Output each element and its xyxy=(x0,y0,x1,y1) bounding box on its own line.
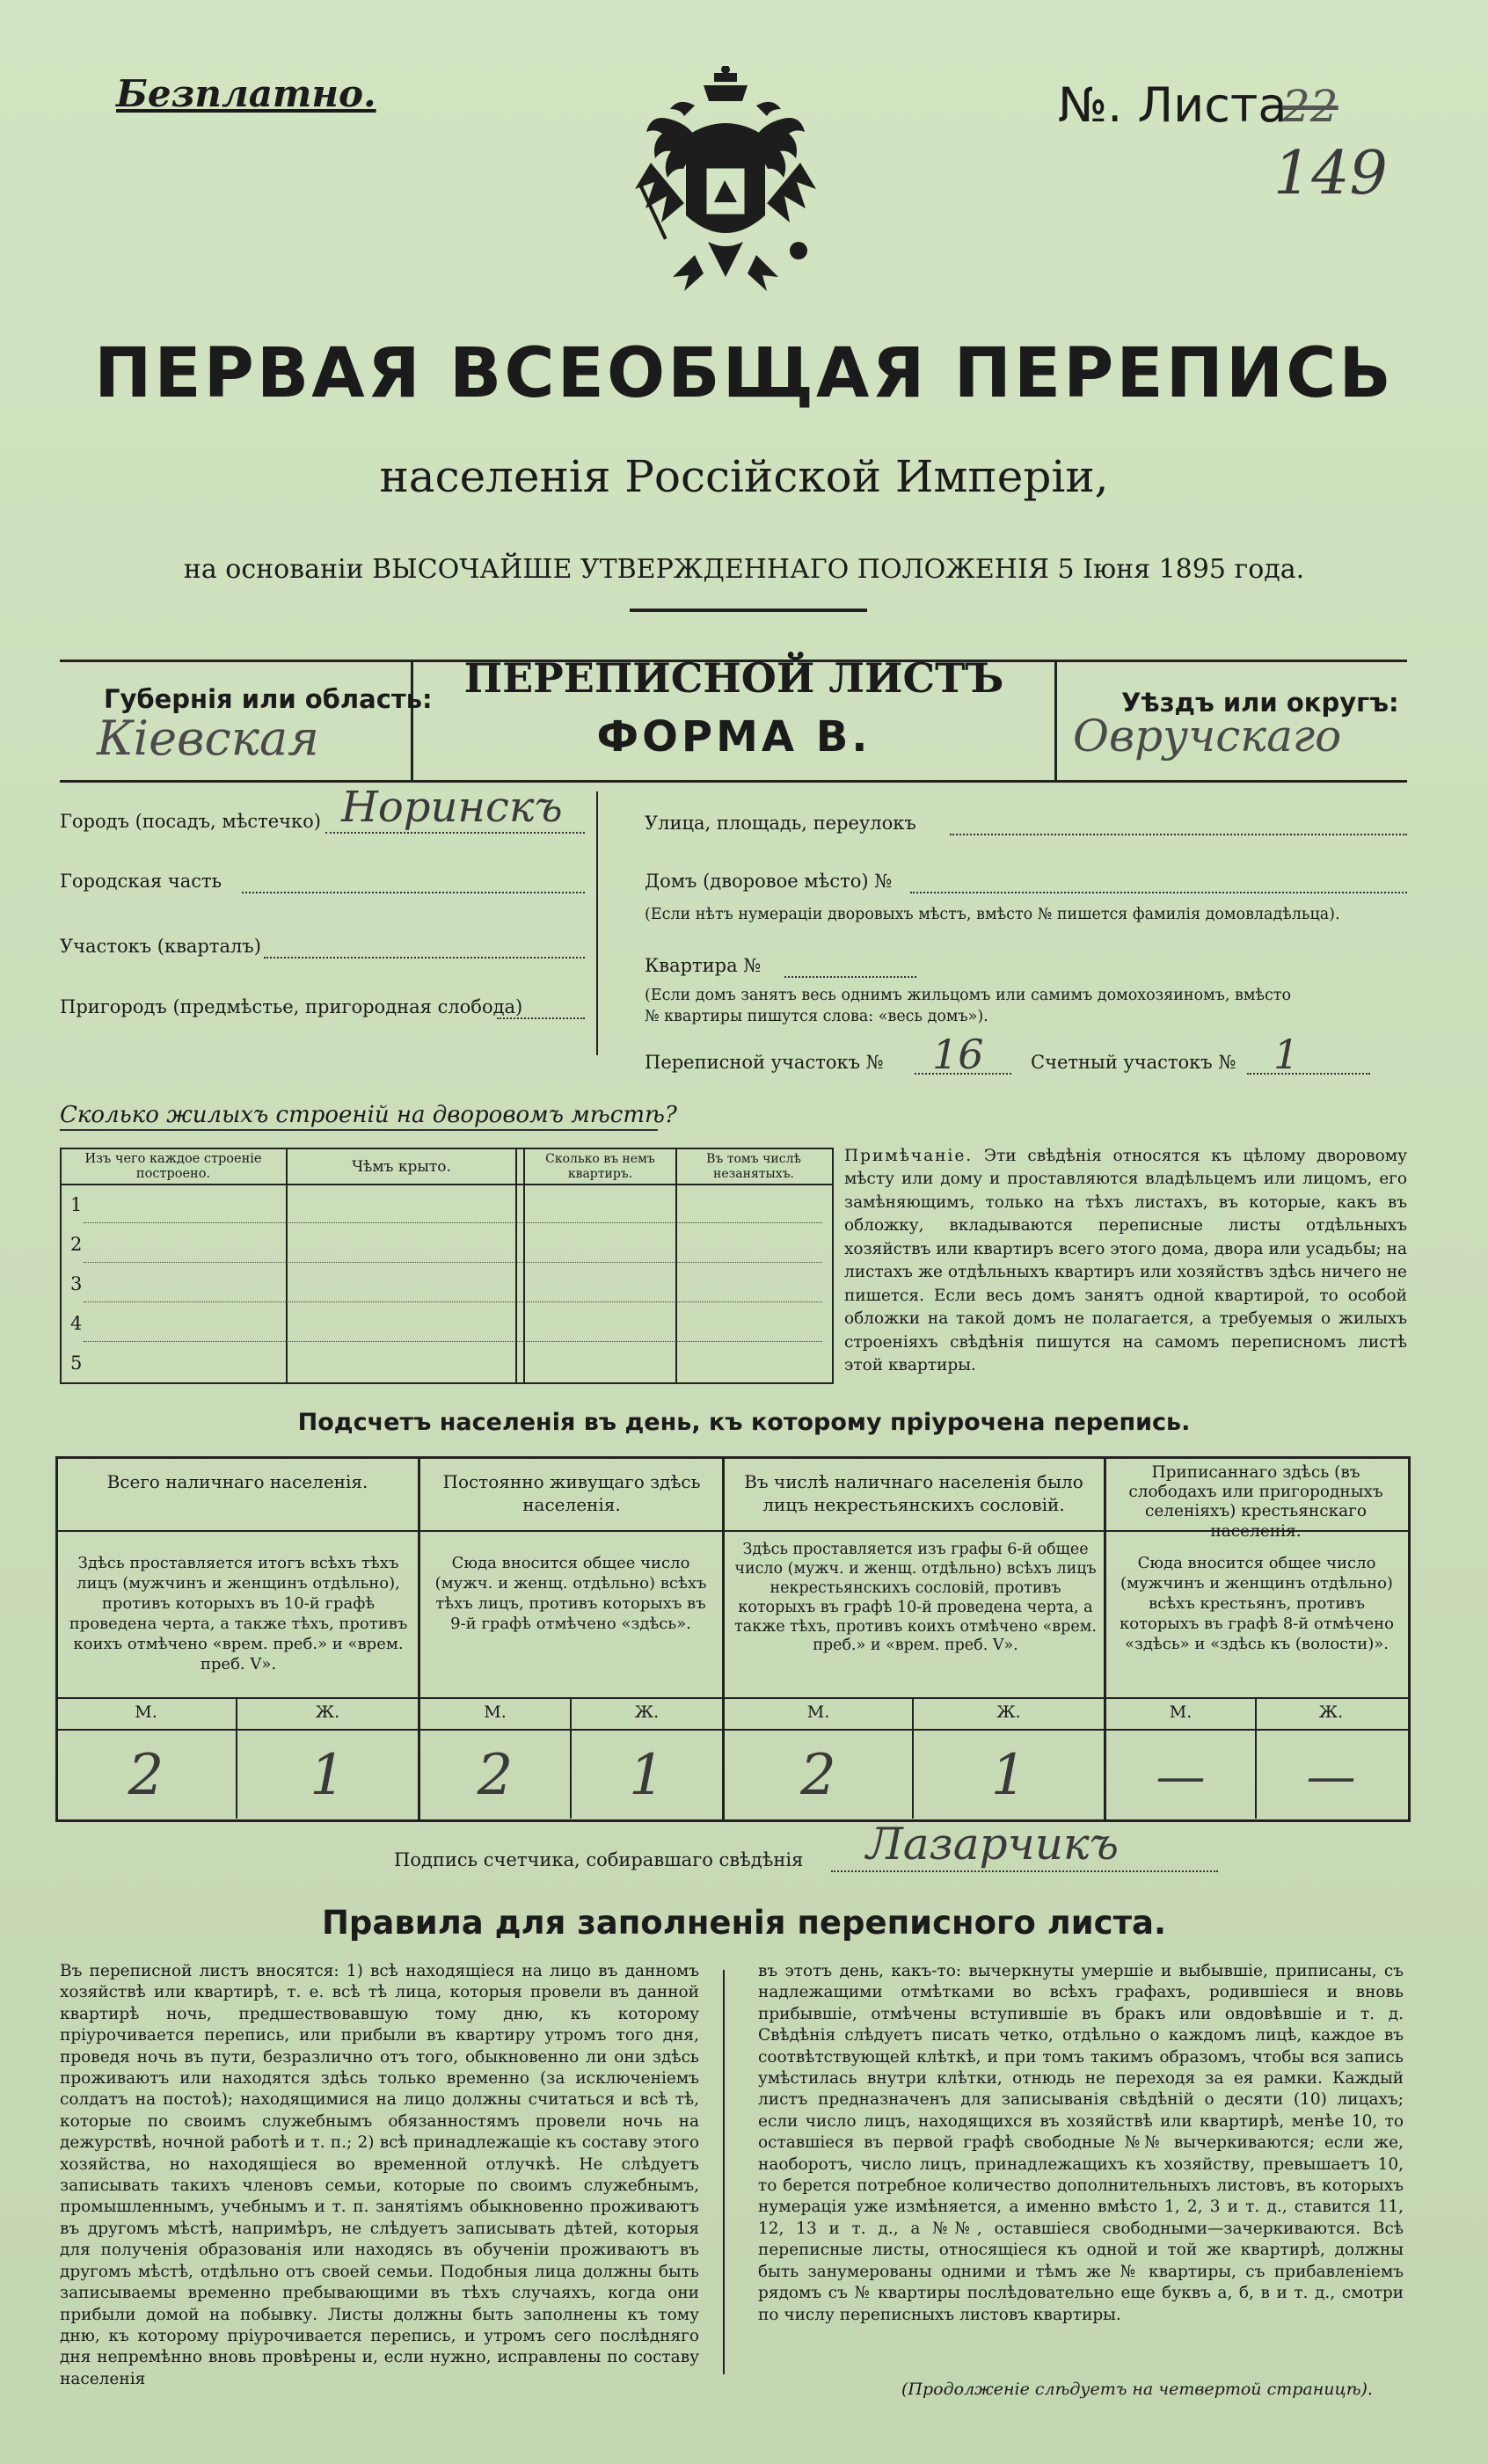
title-rule xyxy=(630,609,867,612)
perepis-uchastok-value: 16 xyxy=(932,1031,984,1078)
address-divider xyxy=(596,791,598,1055)
buildings-question-line xyxy=(60,1129,658,1131)
buildings-col3-head: Сколько въ немъ квартиръ. xyxy=(545,1152,655,1181)
buildings-row-3: 3 xyxy=(70,1273,83,1294)
buildings-col2-head: Чѣмъ крыто. xyxy=(352,1158,451,1176)
buildings-note xyxy=(844,1145,1407,1378)
count-mf-rule-top xyxy=(55,1697,1408,1699)
schet-uchastok-label: Счетный участокъ № xyxy=(1031,1052,1236,1073)
count-col1-f-label: Ж. xyxy=(315,1702,340,1722)
sheet-number-struck: 22 xyxy=(1282,81,1338,132)
chast-line xyxy=(242,892,585,893)
count-col2-desc: Сюда вносится общее число (мужч. и женщ. отдѣльно) всѣхъ тѣхъ лицъ, противъ которыхъ въ 9-й графѣ отмѣчено «здѣсь». xyxy=(434,1554,707,1634)
guberniya-label: Губернія или область: xyxy=(104,684,433,714)
kvartira-label: Квартира № xyxy=(645,955,762,976)
count-col1-f-value: 1 xyxy=(310,1743,346,1808)
free-label: Безплатно. xyxy=(116,72,376,115)
sheet-title: ПЕРЕПИСНОЙ ЛИСТЪ xyxy=(463,654,1004,702)
form-band-divider-right xyxy=(1054,661,1057,780)
count-col3-m-value: 2 xyxy=(800,1743,836,1808)
kvartira-note-2: № квартиры пишутся слова: «весь домъ»). xyxy=(645,1008,988,1025)
kvartira-note-1: (Если домъ занятъ весь однимъ жильцомъ или самимъ домохозяиномъ, вмѣсто xyxy=(645,987,1292,1004)
chast-label: Городская часть xyxy=(60,871,222,892)
signature-line xyxy=(831,1870,1218,1872)
buildings-col4-head: Въ томъ числѣ незанятыхъ. xyxy=(706,1152,801,1181)
count-col4-desc: Сюда вносится общее число (мужчинъ и женщинъ отдѣльно) всѣхъ крестьянъ, противъ которыхъ въ графѣ 8-й отмѣчено «здѣсь» и «здѣсь къ (волости)». xyxy=(1119,1554,1394,1654)
buildings-rowline-4 xyxy=(84,1341,822,1342)
buildings-col1-head: Изъ чего каждое строеніе построено. xyxy=(84,1152,262,1182)
rules-right: въ этотъ день, какъ-то: вычеркнуты умершіе и выбывшіе, приписаны, съ надлежащими отмѣтками во всѣхъ графахъ, родившіеся и вновь прибывшіе, отмѣчены вступившіе въ бракъ или овдовѣвшіе и т. д. Свѣдѣнія слѣдуетъ писать четко, отдѣльно о каждомъ лицѣ, каждое въ соотвѣтствующей клѣткѣ, и при томъ такимъ образомъ, чтобы вся запись умѣстилась внутри клѣтки, отнюдь не переходя за ея рамки. Каждый листъ предназначенъ для записыванія свѣдѣній о десяти (10) лицахъ; если число лицъ, находящихся въ хозяйствѣ или квартирѣ, менѣе 10, то оставшіеся въ первой графѣ свободные №№ вычеркиваются; если же, наоборотъ, число лицъ, принадлежащихъ къ хозяйству, превышаетъ 10, то берется потребное количество дополнительныхъ листовъ, въ которыхъ нумерація уже измѣняется, а именно вмѣсто 1, 2, 3 и т. д., ставится 11, 12, 13 и т. д., а №№, оставшіеся свободными—зачеркиваются. Всѣ переписные листы, относящіеся къ одной и той же квартирѣ, должны быть занумерованы одними и тѣмъ же № квартиры, съ прибавленіемъ рядомъ съ № квартиры послѣдовательно еще буквъ а, б, в и т. д., смотри по числу переписныхъ листовъ квартиры. xyxy=(758,1962,1404,2324)
guberniya-value: Кіевская xyxy=(97,711,319,766)
buildings-row-2: 2 xyxy=(70,1234,83,1255)
uchastok-line xyxy=(264,957,585,959)
count-col3-head: Въ числѣ наличнаго населенія было лицъ некрестьянскихъ сословій. xyxy=(744,1471,1083,1515)
buildings-row-1: 1 xyxy=(70,1194,83,1215)
perepis-uchastok-label: Переписной участокъ № xyxy=(645,1052,884,1073)
count-col3-m-label: М. xyxy=(806,1702,830,1722)
kvartira-line xyxy=(784,976,916,978)
uezd-label: Уѣздъ или округъ: xyxy=(1121,688,1399,718)
count-mf-rule-bottom xyxy=(55,1729,1408,1731)
note-heading: Примѣчаніе. xyxy=(844,1147,974,1165)
schet-uchastok-value: 1 xyxy=(1273,1031,1300,1078)
ulitsa-line xyxy=(950,834,1407,835)
dom-note: (Если нѣтъ нумераціи дворовыхъ мѣстъ, вмѣсто № пишется фамилія домовладѣльца). xyxy=(645,906,1340,923)
gorod-value: Норинскъ xyxy=(341,783,563,832)
gorod-line xyxy=(325,832,585,834)
sheet-number-label: №. Листа xyxy=(1058,77,1287,133)
ulitsa-label: Улица, площадь, переулокъ xyxy=(645,813,916,834)
buildings-rowline-2 xyxy=(84,1262,822,1263)
count-col1-desc: Здѣсь проставляется итогъ всѣхъ тѣхъ лицъ (мужчинъ и женщинъ отдѣльно), противъ которыхъ въ 10-й графѣ проведена черта, а также тѣхъ, противъ коихъ отмѣчено «врем. преб.» и «врем. преб. V». xyxy=(69,1554,408,1674)
count-col3-desc: Здѣсь проставляется изъ графы 6-й общее число (мужч. и женщ. отдѣльно) всѣхъ лицъ некрестьянскихъ сословій, противъ которыхъ въ графѣ 10-й проведена черта, а также тѣхъ, противъ коихъ отмѣчено «врем. преб.» и «врем. преб. V». xyxy=(734,1541,1097,1655)
count-col2-f-label: Ж. xyxy=(634,1702,660,1722)
prigorod-line xyxy=(497,1017,585,1019)
count-col4-m-value: — xyxy=(1156,1748,1206,1805)
count-col2-m-value: 2 xyxy=(477,1743,514,1808)
prigorod-label: Пригородъ (предмѣстье, пригородная слобода) xyxy=(60,996,523,1017)
rules-divider xyxy=(723,1970,725,2374)
count-col2-m-label: М. xyxy=(484,1702,507,1722)
form-band-bottom xyxy=(60,780,1407,783)
buildings-question: Сколько жилыхъ строеній на дворовомъ мѣстѣ? xyxy=(60,1102,677,1128)
signature-value: Лазарчикъ xyxy=(866,1819,1120,1870)
coat-of-arms-icon xyxy=(633,66,818,308)
note-text: Эти свѣдѣнія относятся къ цѣлому дворовому мѣсту или дому и проставляются владѣльцемъ или лицомъ, его замѣняющимъ, только на тѣхъ листахъ, въ которые, какъ въ обложку, вкладываются переписные листы отдѣльныхъ хозяйствъ или квартиръ всего этого дома, двора или усадьбы; на листахъ же отдѣльныхъ квартиръ или хозяйствъ здѣсь ничего не пишется. Если весь домъ занятъ одной квартирой, то особой обложки на такой домъ не полагается, а требуемыя о жилыхъ строеніяхъ свѣдѣнія пишутся на самомъ переписномъ листѣ этой квартиры. xyxy=(844,1147,1407,1375)
page-title: ПЕРВАЯ ВСЕОБЩАЯ ПЕРЕПИСЬ xyxy=(94,334,1394,413)
page-subtitle: населенія Россійской Имперіи, xyxy=(379,451,1109,502)
count-col4-f-label: Ж. xyxy=(1318,1702,1344,1722)
buildings-head-rule xyxy=(60,1184,832,1185)
uezd-value: Овручскаго xyxy=(1073,711,1342,762)
count-col4-m-label: М. xyxy=(1169,1702,1193,1722)
basis-line: на основаніи ВЫСОЧАЙШЕ УТВЕРЖДЕННАГО ПОЛОЖЕНІЯ 5 Іюня 1895 года. xyxy=(183,554,1305,585)
sheet-number-handwritten: 149 xyxy=(1273,139,1388,208)
count-col4-head: Приписаннаго здѣсь (въ слободахъ или пригородныхъ селеніяхъ) крестьянскаго населенія. xyxy=(1128,1463,1383,1541)
signature-label: Подпись счетчика, собиравшаго свѣдѣнія xyxy=(394,1849,804,1870)
count-col1-head: Всего наличнаго населенія. xyxy=(106,1471,368,1492)
uchastok-label: Участокъ (кварталъ) xyxy=(60,936,261,957)
count-col4-f-value: — xyxy=(1306,1748,1356,1805)
dom-label: Домъ (дворовое мѣсто) № xyxy=(645,871,893,892)
rules-left: Въ переписной листъ вносятся: 1) всѣ находящіеся на лицо въ данномъ хозяйствѣ или квартирѣ, т. е. всѣ тѣ лица, которыя провели въ данной квартирѣ ночь, предшествовавшую тому дню, къ которому пріурочивается перепись, или прибыли въ квартиру утромъ того дня, проведя ночь въ пути, безразлично отъ того, обыкновенно ли они здѣсь проживаютъ или находятся здѣсь только временно (за исключеніемъ солдатъ на постоѣ); находящимися на лицо должны считаться и всѣ тѣ, которые по своимъ служебнымъ обязанностямъ провели ночь на дежурствѣ, ночной работѣ и т. п.; 2) всѣ принадлежащіе къ составу этого хозяйства, но находящіеся во временной отлучкѣ. Не слѣдуетъ записывать такихъ членовъ семьи, которые по своимъ служебнымъ, промышленнымъ, учебнымъ и т. п. занятіямъ обыкновенно проживаютъ въ другомъ мѣстѣ, напримѣръ, не слѣдуетъ записывать дѣтей, которыя для полученія образованія или находясь въ обученіи проживаютъ въ другомъ мѣстѣ, отдѣльно отъ своей семьи. Подобныя лица должны быть записываемы временно пребывающими въ тѣхъ случаяхъ, когда они прибыли домой на побывку. Листы должны быть заполнены къ тому дню, къ которому пріурочивается перепись, и утромъ сего послѣдняго дня непремѣнно вновь провѣрены и, если нужно, исправлены по составу населенія xyxy=(60,1962,699,2388)
buildings-row-4: 4 xyxy=(70,1313,83,1334)
gorod-label: Городъ (посадъ, мѣстечко) xyxy=(60,811,322,832)
count-col3-f-value: 1 xyxy=(990,1743,1027,1808)
count-col1-m-label: М. xyxy=(135,1702,157,1722)
form-name: ФОРМА В. xyxy=(596,712,872,762)
count-col1-m-value: 2 xyxy=(128,1743,164,1808)
count-col3-f-label: Ж. xyxy=(996,1702,1021,1722)
buildings-rowline-3 xyxy=(84,1301,822,1302)
count-col2-head: Постоянно живущаго здѣсь населенія. xyxy=(442,1471,701,1515)
buildings-rowline-1 xyxy=(84,1222,822,1223)
dom-line xyxy=(910,892,1407,893)
schet-uchastok-line xyxy=(1247,1073,1370,1075)
count-col2-f-value: 1 xyxy=(629,1743,665,1808)
rules-continued: (Продолженіе слѣдуетъ на четвертой страницѣ). xyxy=(901,2380,1373,2399)
rules-title: Правила для заполненія переписного листа. xyxy=(321,1904,1167,1942)
buildings-row-5: 5 xyxy=(70,1352,83,1374)
count-title: Подсчетъ населенія въ день, къ которому пріурочена перепись. xyxy=(297,1409,1191,1436)
